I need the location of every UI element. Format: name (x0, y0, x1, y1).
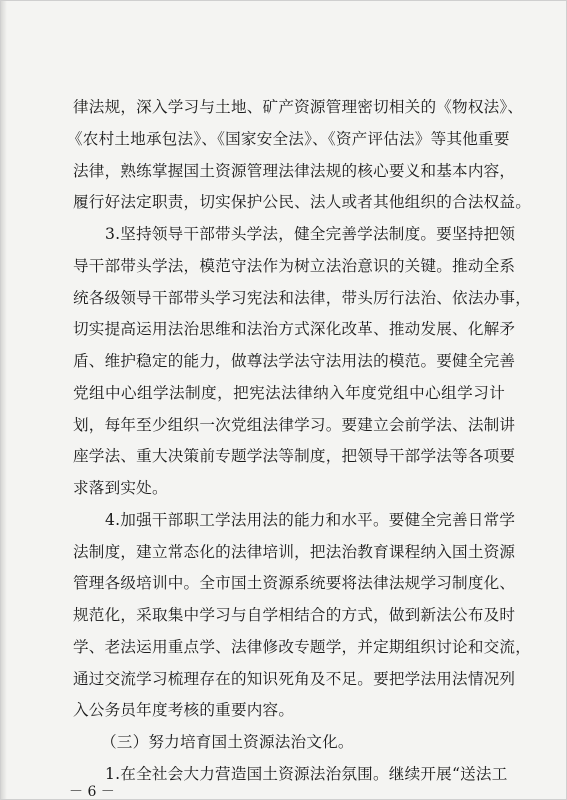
text-line: 法律，熟练掌握国土资源管理法律法规的核心要义和基本内容， (73, 162, 516, 180)
text-line: 管理各级培训中。全市国土资源系统要将法律法规学习制度化、 (73, 574, 516, 592)
text-line: 通过交流学习梳理存在的知识死角及不足。要把学法用法情况列 (73, 670, 516, 688)
text-line: 《农村土地承包法》、《国家安全法》、《资产评估法》等其他重要 (67, 130, 510, 148)
text-line: 盾、维护稳定的能力，做尊法学法守法用法的模范。要健全完善 (73, 352, 516, 370)
text-line: 切实提高运用法治思维和法治方式深化改革、推动发展、化解矛 (73, 320, 516, 338)
text-line: 入公务员年度考核的重要内容。 (73, 701, 295, 719)
text-line: 求落到实处。 (73, 479, 168, 497)
paragraph-heading-1: 1.在全社会大力营造国土资源法治氛围。继续开展“送法工 (105, 765, 508, 783)
paragraph-heading-3: 3.坚持领导干部带头学法，健全完善学法制度。要坚持把领 (105, 225, 516, 243)
text-line: 法制度，建立常态化的法律培训，把法治教育课程纳入国土资源 (73, 543, 516, 561)
text-line: 座学法、重大决策前专题学法等制度，把领导干部学法等各项要 (73, 447, 516, 465)
page-edge-shadow (1, 1, 7, 800)
text-line: 履行好法定职责，切实保护公民、法人或者其他组织的合法权益。 (73, 193, 532, 211)
section-heading: （三）努力培育国土资源法治文化。 (101, 733, 354, 751)
text-line: 规范化，采取集中学习与自学相结合的方式，做到新法公布及时 (73, 606, 516, 624)
text-line: 学、老法运用重点学、法律修改专题学，并定期组织讨论和交流， (73, 638, 532, 656)
text-line: 导干部带头学法，模范守法作为树立法治意识的关键。推动全系 (73, 257, 516, 275)
page-number: － 6 － (69, 784, 115, 800)
paragraph-heading-4: 4.加强干部职工学法用法的能力和水平。要健全完善日常学 (105, 511, 516, 529)
text-line: 划，每年至少组织一次党组法律学习。要建立会前学法、法制讲 (73, 416, 516, 434)
text-line: 统各级领导干部带头学习宪法和法律，带头厉行法治、依法办事， (73, 289, 532, 307)
text-line: 党组中心组学法制度，把宪法法律纳入年度党组中心组学习计 (73, 384, 505, 402)
text-line: 律法规，深入学习与土地、矿产资源管理密切相关的《物权法》、 (73, 98, 524, 116)
